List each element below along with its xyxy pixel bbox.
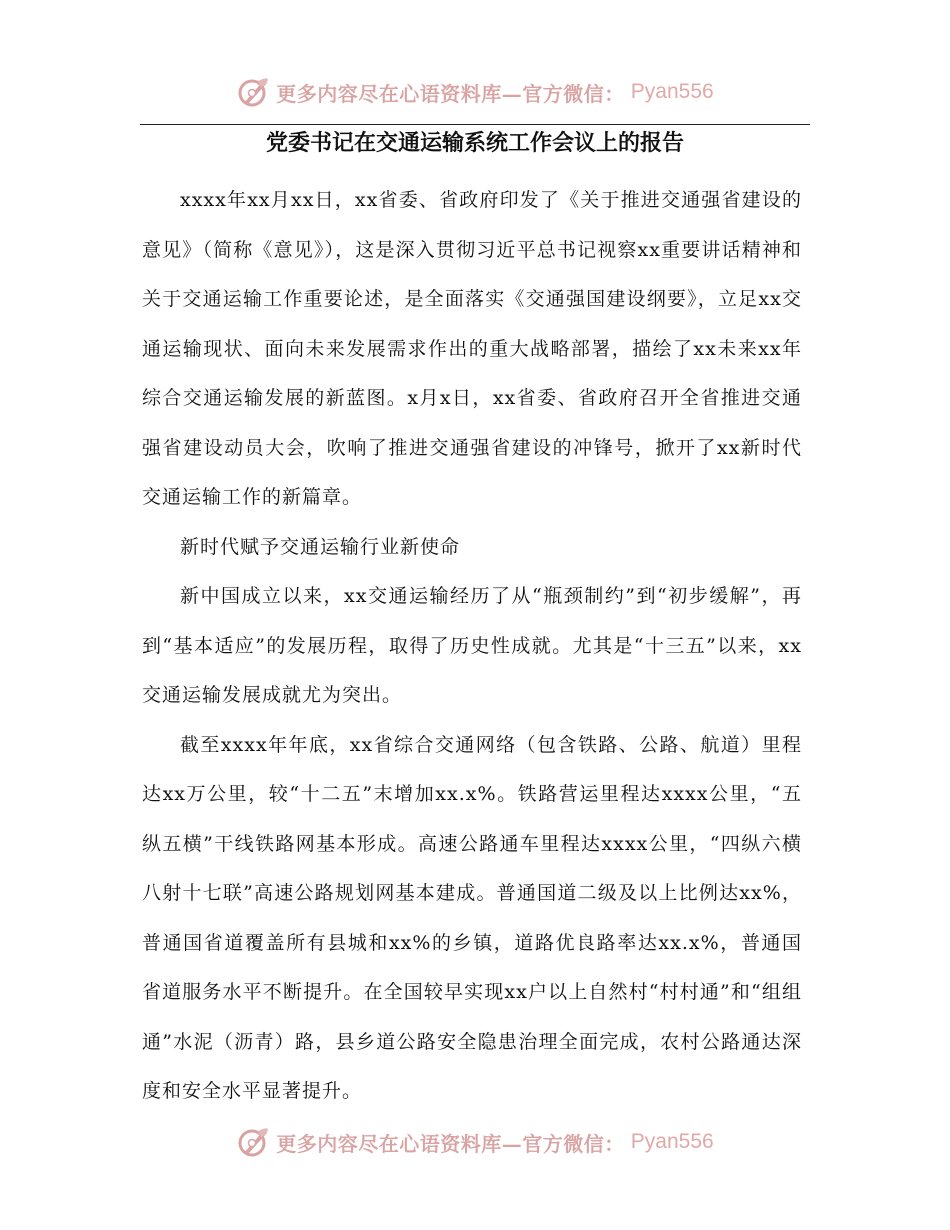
paragraph-achievements: 截至xxxx年年底，xx省综合交通网络（包含铁路、公路、航道）里程达xx万公里，较“十二五”末增加xx.x%。铁路营运里程达xxxx公里，“五纵五横”干线铁路网基本形成。高速公路通车里程达xxxx公里，“四纵六横八射十七联”高速公路规划网基本建成。普通国道二级及以上比例达xx%，普通国省道覆盖所有县城和xx%的乡镇，道路优良路率达xx.x%，普通国省道服务水平不断提升。在全国较早实现xx户以上自然村“村村通”和“组组通”水泥（沥青）路，县乡道公路安全隐患治理全面完成，农村公路通达深度和安全水平显著提升。 bbox=[142, 733, 802, 1102]
banner-wechat-id: Pyan556 bbox=[630, 80, 714, 103]
footer-watermark-banner bbox=[0, 1122, 950, 1162]
banner-text: 更多内容尽在心语资料库—官方微信： bbox=[276, 81, 625, 106]
banner-wechat-id: Pyan556 bbox=[630, 1130, 714, 1153]
paragraph-history: 新中国成立以来，xx交通运输经历了从“瓶颈制约”到“初步缓解”，再到“基本适应”的发展历程，取得了历史性成就。尤其是“十三五”以来，xx交通运输发展成就尤为突出。 bbox=[142, 585, 802, 706]
banner-text: 更多内容尽在心语资料库—官方微信： bbox=[276, 1131, 625, 1156]
quill-logo-icon bbox=[236, 75, 270, 109]
document-body bbox=[142, 176, 802, 1117]
header-watermark-banner bbox=[0, 72, 950, 112]
section-heading: 新时代赋予交通运输行业新使命 bbox=[180, 535, 461, 558]
document-title: 党委书记在交通运输系统工作会议上的报告 bbox=[265, 131, 684, 156]
paragraph-intro: xxxx年xx月xx日，xx省委、省政府印发了《关于推进交通强省建设的意见》（简称《意见》），这是深入贯彻习近平总书记视察xx重要讲话精神和关于交通运输工作重要论述，是全面落实《交通强国建设纲要》，立足xx交通运输现状、面向未来发展需求作出的重大战略部署，描绘了xx未来xx年综合交通运输发展的新蓝图。x月x日，xx省委、省政府召开全省推进交通强省建设动员大会，吹响了推进交通强省建设的冲锋号，掀开了xx新时代交通运输工作的新篇章。 bbox=[142, 189, 802, 508]
quill-logo-icon bbox=[236, 1125, 270, 1159]
header-divider bbox=[140, 124, 810, 125]
